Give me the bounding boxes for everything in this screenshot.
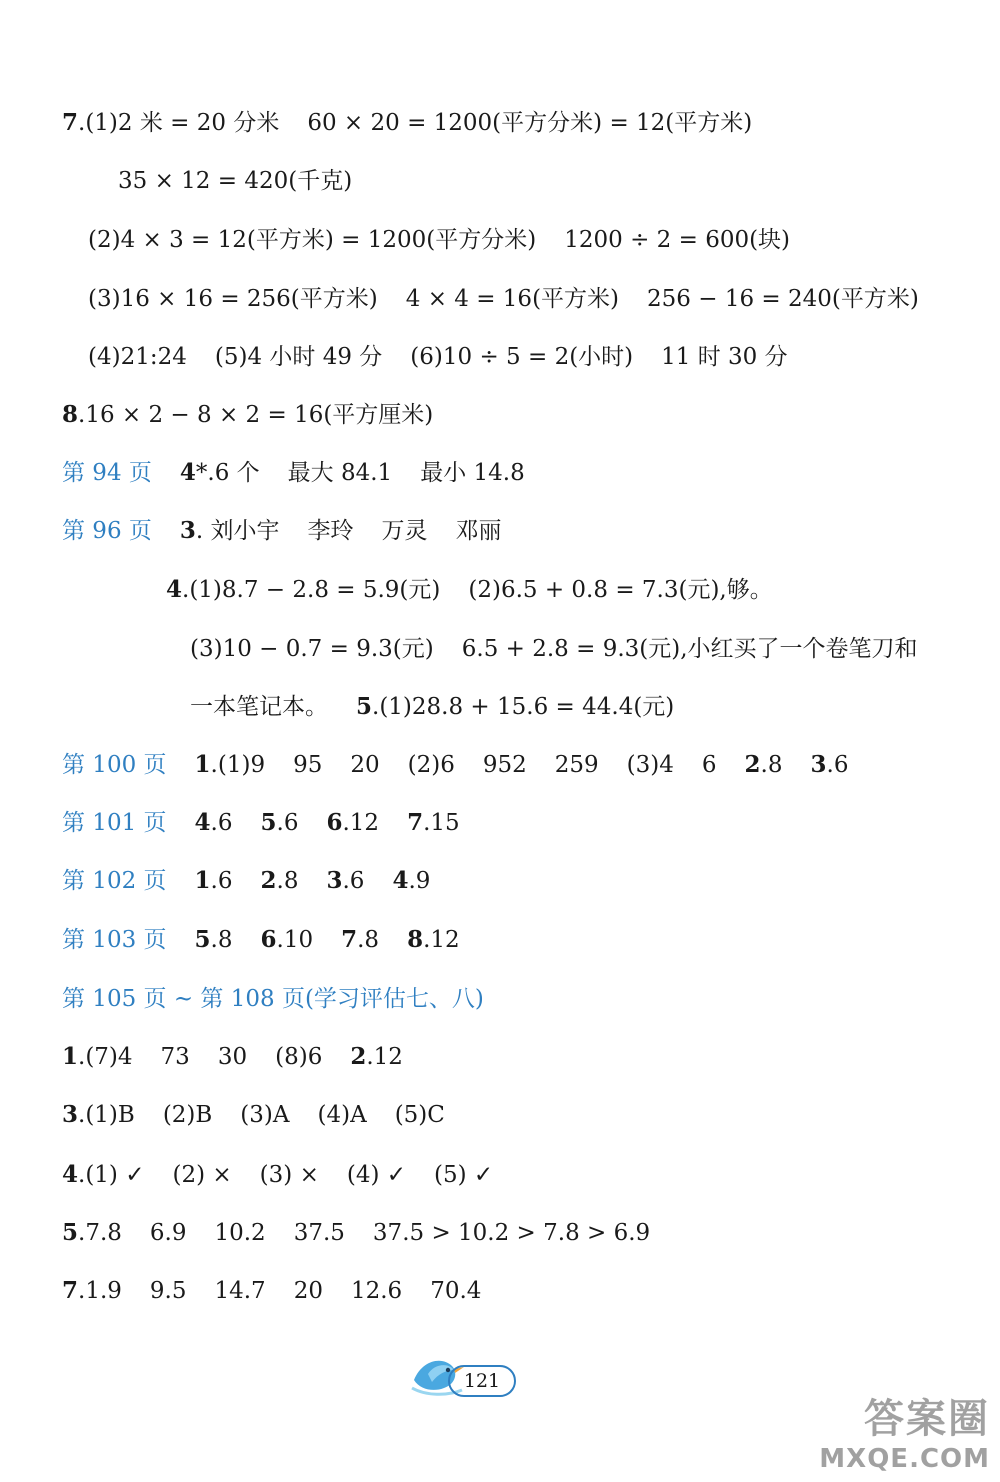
question-number: 7 bbox=[341, 926, 358, 953]
answer-text: 9.5 bbox=[149, 1278, 187, 1304]
question-number: 5 bbox=[62, 1219, 79, 1246]
answer-text: (4)A bbox=[317, 1102, 367, 1128]
answer-text: (4) ✓ bbox=[346, 1162, 407, 1188]
answer-line-p100 bbox=[62, 750, 848, 780]
answer-line-q7-1b bbox=[118, 166, 352, 196]
watermark-cn: 答案圈 bbox=[864, 1396, 990, 1442]
question-number: 7 bbox=[62, 109, 79, 136]
answer-text: (5)4 小时 49 分 bbox=[214, 344, 383, 370]
page-ref-label: 第 94 页 bbox=[62, 460, 152, 486]
answer-line-p101 bbox=[62, 808, 460, 838]
answer-text: 6.5 + 2.8 = 9.3(元),小红买了一个卷笔刀和 bbox=[461, 636, 918, 662]
question-number: 4 bbox=[194, 809, 211, 836]
answer-text: (4)21:24 bbox=[88, 344, 187, 370]
answer-text: .16 × 2 − 8 × 2 = 16(平方厘米) bbox=[78, 402, 434, 428]
answer-text: .(7)4 bbox=[78, 1044, 133, 1070]
answer-text: 4 × 4 = 16(平方米) bbox=[405, 286, 620, 312]
answer-text: .6 bbox=[276, 810, 299, 836]
question-number: 2 bbox=[350, 1043, 367, 1070]
answer-text: 一本笔记本。 bbox=[190, 694, 328, 720]
answer-text: 6 bbox=[701, 752, 717, 778]
answer-text: 最大 84.1 bbox=[287, 460, 393, 486]
page-ref-label: 第 102 页 bbox=[62, 868, 167, 894]
question-number: 1 bbox=[194, 867, 211, 894]
answer-line-p96-4b bbox=[190, 634, 918, 664]
answer-text: 70.4 bbox=[430, 1278, 482, 1304]
page-number: 121 bbox=[448, 1365, 516, 1397]
question-number: 2 bbox=[744, 751, 761, 778]
answer-text: .8 bbox=[210, 927, 233, 953]
answer-text: .12 bbox=[366, 1044, 403, 1070]
answer-text: 35 × 12 = 420(千克) bbox=[118, 168, 353, 194]
answer-text: (2)4 × 3 = 12(平方米) = 1200(平方分米) bbox=[88, 227, 537, 253]
question-number: 1 bbox=[62, 1043, 79, 1070]
answer-text: 邓丽 bbox=[455, 518, 502, 544]
answer-text: (6)10 ÷ 5 = 2(小时) bbox=[410, 344, 634, 370]
answer-text: .8 bbox=[760, 752, 783, 778]
question-number: 3 bbox=[179, 517, 196, 544]
answer-text: .(1) ✓ bbox=[78, 1162, 145, 1188]
question-number: 2 bbox=[260, 867, 277, 894]
answer-text: 20 bbox=[293, 1278, 323, 1304]
answer-line-e3 bbox=[62, 1100, 445, 1130]
answer-text: *.6 个 bbox=[195, 460, 260, 486]
answer-text: 11 时 30 分 bbox=[661, 344, 788, 370]
answer-text: .9 bbox=[408, 868, 431, 894]
answer-text: .8 bbox=[357, 927, 380, 953]
question-number: 4 bbox=[179, 459, 196, 486]
answer-text: . 刘小宇 bbox=[195, 518, 280, 544]
question-number: 3 bbox=[810, 751, 827, 778]
watermark-en: MXQE.COM bbox=[819, 1444, 990, 1474]
question-number: 4 bbox=[166, 576, 183, 603]
page-ref-label: 第 101 页 bbox=[62, 810, 167, 836]
answer-text: .(1)28.8 + 15.6 = 44.4(元) bbox=[372, 694, 675, 720]
answer-line-q7-1 bbox=[62, 108, 752, 138]
answer-text: 60 × 20 = 1200(平方分米) = 12(平方米) bbox=[307, 110, 753, 136]
answer-text: 最小 14.8 bbox=[420, 460, 525, 486]
page-ref-label: 第 103 页 bbox=[62, 927, 167, 953]
question-number: 6 bbox=[326, 809, 343, 836]
answer-text: .6 bbox=[826, 752, 849, 778]
answer-text: 95 bbox=[293, 752, 323, 778]
question-number: 6 bbox=[260, 926, 277, 953]
answer-text: .(1)2 米 = 20 分米 bbox=[78, 110, 280, 136]
answer-line-e1 bbox=[62, 1042, 403, 1072]
answer-text: .15 bbox=[423, 810, 460, 836]
answer-text: 73 bbox=[160, 1044, 190, 1070]
question-number: 5 bbox=[260, 809, 277, 836]
answer-text: (2)6.5 + 0.8 = 7.3(元),够。 bbox=[468, 577, 773, 603]
answer-line-p94 bbox=[62, 458, 525, 488]
answer-line-p103 bbox=[62, 925, 460, 955]
question-number: 3 bbox=[326, 867, 343, 894]
question-number: 1 bbox=[194, 751, 211, 778]
answer-text: 李玲 bbox=[307, 518, 354, 544]
answer-text: (2) × bbox=[172, 1162, 232, 1188]
answer-line-p96-4a bbox=[166, 575, 773, 605]
answer-text: .(1)8.7 − 2.8 = 5.9(元) bbox=[182, 577, 441, 603]
answer-text: .10 bbox=[276, 927, 314, 953]
answer-text: 1200 ÷ 2 = 600(块) bbox=[564, 227, 791, 253]
answer-line-e4 bbox=[62, 1160, 493, 1190]
answer-text: (5)C bbox=[394, 1102, 445, 1128]
answer-line-p102 bbox=[62, 866, 430, 896]
answer-text: (2)B bbox=[162, 1102, 213, 1128]
answer-text: (5) ✓ bbox=[434, 1162, 494, 1188]
question-number: 4 bbox=[392, 867, 409, 894]
question-number: 8 bbox=[407, 926, 424, 953]
page-ref-label: 第 100 页 bbox=[62, 752, 167, 778]
answer-text: (3)4 bbox=[626, 752, 674, 778]
page-ref-label: 第 96 页 bbox=[62, 518, 152, 544]
question-number: 3 bbox=[62, 1101, 79, 1128]
answer-text: .6 bbox=[210, 810, 233, 836]
answer-text: .1.9 bbox=[78, 1278, 122, 1304]
question-number: 4 bbox=[62, 1161, 79, 1188]
answer-text: .8 bbox=[276, 868, 299, 894]
answer-text: (3) × bbox=[259, 1162, 319, 1188]
answer-text: (3)10 − 0.7 = 9.3(元) bbox=[190, 636, 434, 662]
answer-text: (3)A bbox=[240, 1102, 290, 1128]
answer-text: .12 bbox=[423, 927, 460, 953]
answer-line-p96-4c bbox=[190, 692, 674, 722]
answer-text: .(1)9 bbox=[210, 752, 266, 778]
answer-text: 6.9 bbox=[149, 1220, 187, 1246]
question-number: 5 bbox=[356, 693, 373, 720]
answer-text: .7.8 bbox=[78, 1220, 122, 1246]
answer-text: 259 bbox=[554, 752, 599, 778]
answer-text: (8)6 bbox=[275, 1044, 323, 1070]
answer-text: 14.7 bbox=[214, 1278, 266, 1304]
question-number: 5 bbox=[194, 926, 211, 953]
answer-text: (2)6 bbox=[407, 752, 455, 778]
answer-text: 10.2 bbox=[214, 1220, 266, 1246]
question-number: 7 bbox=[62, 1277, 79, 1304]
watermark bbox=[819, 1387, 990, 1474]
answer-text: 30 bbox=[217, 1044, 248, 1070]
answer-line-p96 bbox=[62, 516, 502, 546]
answer-line-q7-4 bbox=[88, 342, 788, 372]
question-number: 7 bbox=[407, 809, 424, 836]
page-ref-label: 第 105 页 ~ 第 108 页(学习评估七、八) bbox=[62, 986, 484, 1012]
answer-text: 37.5 > 10.2 > 7.8 > 6.9 bbox=[372, 1220, 651, 1246]
answer-text: 952 bbox=[482, 752, 527, 778]
answer-line-q7-3 bbox=[88, 284, 919, 314]
answer-text: .6 bbox=[342, 868, 365, 894]
answer-line-q8 bbox=[62, 400, 433, 430]
answer-text: (3)16 × 16 = 256(平方米) bbox=[88, 286, 378, 312]
answer-text: 12.6 bbox=[350, 1278, 403, 1304]
answer-line-q7-2 bbox=[88, 225, 790, 255]
question-number: 8 bbox=[62, 401, 79, 428]
answer-text: 256 − 16 = 240(平方米) bbox=[647, 286, 919, 312]
answer-text: 万灵 bbox=[381, 518, 428, 544]
answer-line-p105 bbox=[62, 984, 484, 1014]
answer-text: 20 bbox=[350, 752, 380, 778]
answer-text: .6 bbox=[210, 868, 233, 894]
answer-line-e7 bbox=[62, 1276, 481, 1306]
answer-text: .12 bbox=[342, 810, 380, 836]
answer-line-e5 bbox=[62, 1218, 650, 1248]
answer-text: 37.5 bbox=[293, 1220, 345, 1246]
answer-text: .(1)B bbox=[78, 1102, 135, 1128]
